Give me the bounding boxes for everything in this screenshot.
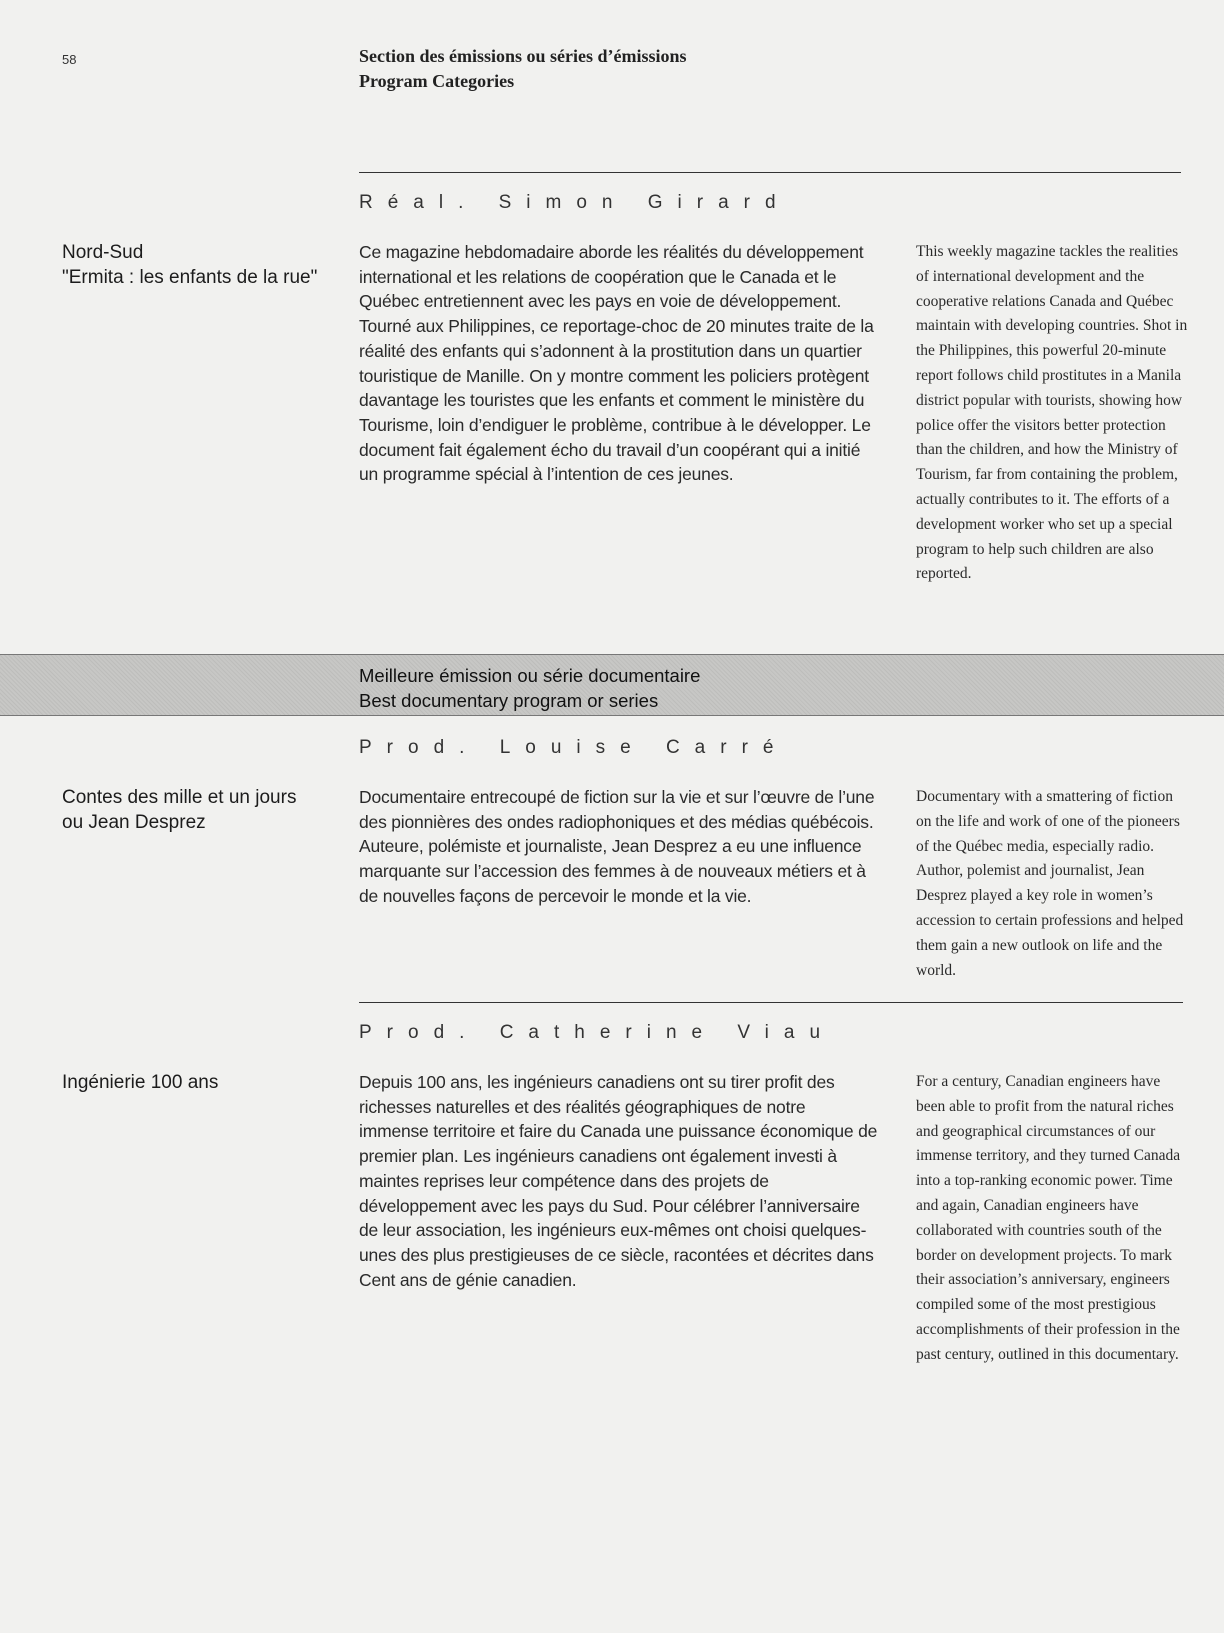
program-title-line: Contes des mille et un jours bbox=[62, 787, 297, 808]
program-title bbox=[62, 1070, 218, 1095]
program-title bbox=[62, 240, 317, 290]
program-title-line: "Ermita : les enfants de la rue" bbox=[62, 267, 318, 288]
section-divider bbox=[359, 172, 1181, 173]
program-title-line: Nord-Sud bbox=[62, 242, 144, 263]
page-number: 58 bbox=[62, 52, 77, 67]
category-title-fr: Meilleure émission ou série documentaire bbox=[359, 665, 701, 686]
description-fr: Documentaire entrecoupé de fiction sur la vie et sur l’œuvre de l’une des pionnières des ondes radiophoniques et des médias québécois. Auteure, polémiste et journaliste, Jean Desprez a eu une influence marquante sur l’accession des femmes à de nouveaux métiers et à de nouvelles façons de percevoir le monde et la vie. bbox=[359, 787, 875, 906]
program-title-line: Ingénierie 100 ans bbox=[62, 1072, 219, 1093]
description-fr: Depuis 100 ans, les ingénieurs canadiens ont su tirer profit des richesses naturelles et des réalités géographiques de notre immense territoire et faire du Canada une puissance économique de premier plan. Les ingénieurs canadiens ont également investi à maintes reprises leur compétence dans des projets de développement avec les pays du Sud. Pour célébrer l’anniversaire de leur association, les ingénieurs eux-mêmes ont choisi quelques-unes des plus prestigieuses de ce siècle, racontées et décrites dans Cent ans de génie canadien. bbox=[359, 1072, 878, 1290]
program-title-line: ou Jean Desprez bbox=[62, 812, 206, 833]
category-title bbox=[359, 663, 700, 713]
section-header bbox=[359, 44, 687, 94]
description-en: For a century, Canadian engineers have been able to profit from the natural riches and geographical circumstances of our immense territory, and they turned Canada into a top-ranking economic power. Time and again, Canadian engineers have collaborated with countries south of the border on development projects. To mark their association’s anniversary, engineers compiled some of the most prestigious accomplishments of their profession in the past century, outlined in this documentary. bbox=[916, 1073, 1181, 1363]
producer-credit: Prod. Catherine Viau bbox=[359, 1022, 836, 1043]
section-header-fr: Section des émissions ou séries d’émissions bbox=[359, 46, 687, 66]
description-en: This weekly magazine tackles the realities of international development and the cooperative relations Canada and Québec maintain with developing countries. Shot in the Philippines, this powerful 20-minute report follows child prostitutes in a Manila district popular with tourists, showing how police offer the visitors better protection than the children, and how the Ministry of Tourism, far from containing the problem, actually contributes to it. The efforts of a development worker who set up a special program to help such children are also reported. bbox=[916, 243, 1188, 583]
description-en: Documentary with a smattering of fiction on the life and work of one of the pioneers of the Québec media, especially radio. Author, polemist and journalist, Jean Desprez played a key role in women’s accession to certain professions and helped them gain a new outlook on life and the world. bbox=[916, 788, 1184, 979]
section-header-en: Program Categories bbox=[359, 71, 515, 91]
category-title-en: Best documentary program or series bbox=[359, 690, 659, 711]
program-title bbox=[62, 785, 296, 835]
producer-credit: Prod. Louise Carré bbox=[359, 737, 789, 758]
director-credit: Réal. Simon Girard bbox=[359, 192, 791, 213]
category-band bbox=[0, 654, 1224, 716]
description-fr: Ce magazine hebdomadaire aborde les réalités du développement international et les relations de coopération que le Canada et le Québec entretiennent avec les pays en voie de développement. Tourné aux Philippines, ce reportage-choc de 20 minutes traite de la réalité des enfants qui s’adonnent à la prostitution dans un quartier touristique de Manille. On y montre comment les policiers protègent davantage les touristes que les enfants et comment le ministère du Tourisme, loin d’endiguer le problème, contribue à le développer. Le document fait également écho du travail d’un coopérant qui a initié un programme spécial à l’intention de ces jeunes. bbox=[359, 242, 874, 485]
section-divider bbox=[359, 1002, 1183, 1003]
